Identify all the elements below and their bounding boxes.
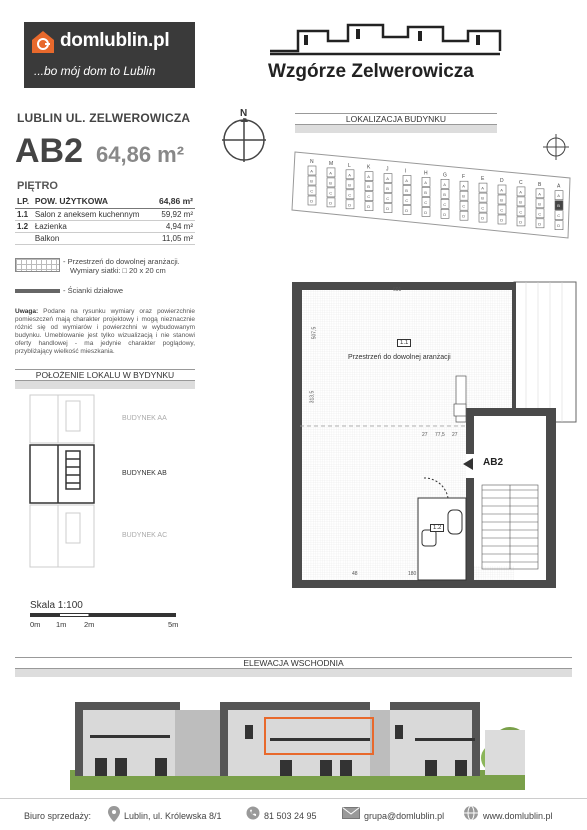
table-header-row xyxy=(15,194,195,209)
site-block-label: K xyxy=(367,164,371,171)
site-unit-cell-label: D xyxy=(348,202,352,208)
site-unit-cell-label: A xyxy=(519,189,522,195)
site-unit-cell-label: B xyxy=(538,201,541,207)
unit-tag-label: AB2 xyxy=(483,457,504,468)
scale-tick: 0m xyxy=(30,620,41,629)
mail-icon xyxy=(342,807,360,819)
legend-grid-swatch xyxy=(15,258,60,272)
dim-label: 691 xyxy=(393,287,402,293)
scale-label: Skala 1:100 xyxy=(30,600,83,611)
site-unit-cell-label: B xyxy=(386,186,389,192)
site-unit-cell-label: C xyxy=(443,201,447,207)
floor-label: PIĘTRO xyxy=(17,180,58,192)
section-bar xyxy=(15,669,572,677)
site-unit-cell-label: D xyxy=(481,215,485,221)
site-unit-cell-label: C xyxy=(329,190,333,196)
site-unit-cell-label: B xyxy=(310,178,313,184)
site-unit-cell-label: C xyxy=(462,203,466,209)
site-unit-cell-label: B xyxy=(557,203,560,209)
site-unit-cell-label: A xyxy=(405,178,408,183)
site-unit-cell-label: C xyxy=(386,196,390,202)
site-block-label: B xyxy=(538,181,542,188)
site-unit-cell-label: D xyxy=(557,223,561,229)
site-block-label: F xyxy=(462,174,466,181)
footer-web[interactable]: www.domlublin.pl xyxy=(483,811,553,821)
disclaimer-note xyxy=(15,308,195,356)
site-unit-cell-label: A xyxy=(443,181,446,187)
svg-text:N: N xyxy=(240,108,248,119)
brand-tagline: ...bo mój dom to Lublin xyxy=(34,64,156,78)
site-block-label: G xyxy=(443,172,447,179)
site-unit-cell-label: A xyxy=(500,187,503,193)
site-unit-cell-label: D xyxy=(367,204,371,210)
site-unit-cell-label: A xyxy=(348,172,351,178)
site-unit-cell-label: B xyxy=(348,182,351,188)
site-unit-cell-label: D xyxy=(386,206,390,212)
site-block-label: I xyxy=(405,168,407,175)
unit-entrance-tag xyxy=(463,455,515,473)
site-block-label: A xyxy=(557,183,561,190)
site-unit-cell-label: A xyxy=(557,193,560,199)
footer-email[interactable]: grupa@domlublin.pl xyxy=(364,811,445,821)
building-ac-label: BUDYNEK AC xyxy=(122,532,168,539)
scale-tick: 1m xyxy=(56,620,67,629)
site-unit-cell-label: C xyxy=(424,199,428,205)
col-lp: LP. xyxy=(15,194,33,209)
legend-wall-swatch xyxy=(15,289,60,293)
site-unit-cell-label: C xyxy=(500,207,504,213)
site-unit-cell-label: C xyxy=(538,211,542,217)
site-unit-cell-label: D xyxy=(462,213,466,219)
room-1-1-label: Przestrzeń do dowolnej aranżacji xyxy=(348,354,451,361)
position-building-plan xyxy=(28,393,98,571)
site-unit-cell-label: C xyxy=(310,188,314,194)
legend-grid-text: - Przestrzeń do dowolnej aranżacji. Wymiary siatki: □ 20 x 20 cm xyxy=(63,257,198,275)
col-name: POW. UŻYTKOWA xyxy=(33,194,153,209)
row-area: 11,05 m² xyxy=(153,233,195,245)
site-unit-cell-label: D xyxy=(538,221,542,227)
unit-address: LUBLIN UL. ZELWEROWICZA xyxy=(17,111,191,125)
rooms-table xyxy=(15,194,195,245)
site-block-label: J xyxy=(386,166,389,173)
row-name: Balkon xyxy=(33,233,153,245)
project-title: Wzgórze Zelwerowicza xyxy=(268,61,474,82)
legend-wall-label: Ścianki działowe xyxy=(67,286,124,295)
dim-label: 313,5 xyxy=(309,390,316,404)
room-1-1-id: 1.1 xyxy=(397,339,411,347)
location-title: LOKALIZACJA BUDYNKU xyxy=(295,113,497,125)
site-block-label: N xyxy=(310,159,314,165)
site-unit-cell-label: B xyxy=(481,195,484,201)
site-unit-cell-label: A xyxy=(310,168,313,174)
house-icon xyxy=(30,29,56,55)
site-block-label: L xyxy=(348,162,351,169)
site-block-label: H xyxy=(424,170,428,177)
site-unit-cell-label: B xyxy=(367,184,370,190)
site-block-label: M xyxy=(329,160,334,167)
location-pin-icon xyxy=(108,806,120,822)
row-area: 4,94 m² xyxy=(153,221,195,233)
site-unit-cell-label: B xyxy=(424,189,427,195)
site-unit-cell-label: B xyxy=(500,197,503,203)
site-unit-cell-label: C xyxy=(519,209,523,215)
globe-icon xyxy=(463,805,479,821)
site-unit-cell-label: D xyxy=(424,209,428,215)
dim-label: 48 xyxy=(352,571,358,577)
site-unit-cell-label: A xyxy=(462,183,465,189)
building-aa-label: BUDYNEK AA xyxy=(122,415,167,422)
location-section-header xyxy=(295,113,497,133)
dim-label: 77,5 xyxy=(435,432,445,438)
table-row xyxy=(15,221,195,233)
site-block-label: D xyxy=(500,178,504,184)
site-unit-cell-label: D xyxy=(329,200,333,206)
scale-tick: 5m xyxy=(168,620,179,629)
elevation-title: ELEWACJA WSCHODNIA xyxy=(15,657,572,669)
section-bar xyxy=(15,381,195,389)
site-unit-cell-label: A xyxy=(481,185,484,191)
elevation-section-header xyxy=(15,657,572,677)
site-unit-cell-label: B xyxy=(462,193,465,199)
site-unit-cell-label: D xyxy=(310,198,314,204)
note-label: Uwaga: xyxy=(15,308,39,315)
site-unit-cell-label: A xyxy=(367,174,370,180)
table-row xyxy=(15,233,195,245)
site-unit-cell-label: C xyxy=(367,194,371,200)
site-unit-cell-label: B xyxy=(519,199,522,205)
site-unit-cell-label: D xyxy=(500,217,504,223)
footer-address: Lublin, ul. Królewska 8/1 xyxy=(124,811,222,821)
row-lp: 1.1 xyxy=(15,209,33,221)
brand-logo[interactable] xyxy=(24,22,195,88)
legend-grid-line1: Przestrzeń do dowolnej aranżacji. xyxy=(67,257,180,266)
footer-label: Biuro sprzedaży: xyxy=(24,811,92,821)
section-bar xyxy=(295,125,497,133)
dim-label: 507,5 xyxy=(311,326,318,340)
unit-area: 64,86 m² xyxy=(96,142,185,167)
legend-grid-line2: Wymiary siatki: □ 20 x 20 cm xyxy=(70,266,166,275)
brand-name: domlublin.pl xyxy=(60,30,170,51)
arrow-left-icon xyxy=(461,457,475,471)
phone-icon xyxy=(246,806,260,820)
position-section-header xyxy=(15,369,195,389)
scale-bar xyxy=(30,613,176,617)
site-unit-cell-label: A xyxy=(538,191,541,197)
site-unit-cell-label: D xyxy=(519,219,523,225)
col-area-total: 64,86 m² xyxy=(153,194,195,209)
dim-label: 180 xyxy=(408,571,417,577)
location-site-map xyxy=(290,150,580,240)
row-name: Salon z aneksem kuchennym xyxy=(33,209,153,221)
table-row xyxy=(15,209,195,221)
note-text: Podane na rysunku wymiary oraz powierzchnie pomieszczeń mają charakter projektowy i mogą nieznacznie różnić się od wymiarów i powierzchni w wybudowanym budynku. Umeblowanie jest tylko wizualizacją i nie stanowi oferty handlowej - ma jedynie charakter poglądowy, przybliżający wielkość mieszkania. xyxy=(15,308,195,355)
room-1-2-id: 1.2 xyxy=(430,524,444,532)
row-lp: 1.2 xyxy=(15,221,33,233)
unit-code: AB2 xyxy=(15,132,84,170)
site-unit-cell-label: D xyxy=(443,211,447,217)
position-title: POŁOŻENIE LOKALU W BYDYNKU xyxy=(15,369,195,381)
legend-wall-text: - Ścianki działowe xyxy=(63,286,124,295)
site-block-label: C xyxy=(519,179,523,186)
row-area: 59,92 m² xyxy=(153,209,195,221)
site-unit-cell-label: B xyxy=(329,180,332,186)
site-unit-cell-label: B xyxy=(443,191,446,197)
site-block-label: E xyxy=(481,176,485,183)
project-logo-skyline xyxy=(268,23,502,57)
site-unit-cell-label: C xyxy=(348,192,352,198)
site-unit-cell-label: A xyxy=(329,170,332,176)
compass-icon xyxy=(220,106,268,164)
site-unit-cell-label: D xyxy=(405,208,409,213)
scale-tick: 2m xyxy=(84,620,95,629)
row-lp xyxy=(15,233,33,245)
site-unit-cell-label: C xyxy=(405,198,409,203)
site-unit-cell-label: A xyxy=(386,176,389,182)
site-unit-cell-label: B xyxy=(405,188,408,193)
footer-divider xyxy=(0,798,587,799)
site-unit-cell-label: C xyxy=(481,205,485,211)
dim-label: 27 xyxy=(422,432,428,438)
dim-label: 27 xyxy=(452,432,458,438)
building-ab-label: BUDYNEK AB xyxy=(122,470,167,477)
site-unit-cell-label: A xyxy=(424,179,427,185)
footer-phone[interactable]: 81 503 24 95 xyxy=(264,811,317,821)
elevation-drawing xyxy=(70,690,525,790)
site-unit-cell-label: C xyxy=(557,213,561,219)
row-name: Łazienka xyxy=(33,221,153,233)
